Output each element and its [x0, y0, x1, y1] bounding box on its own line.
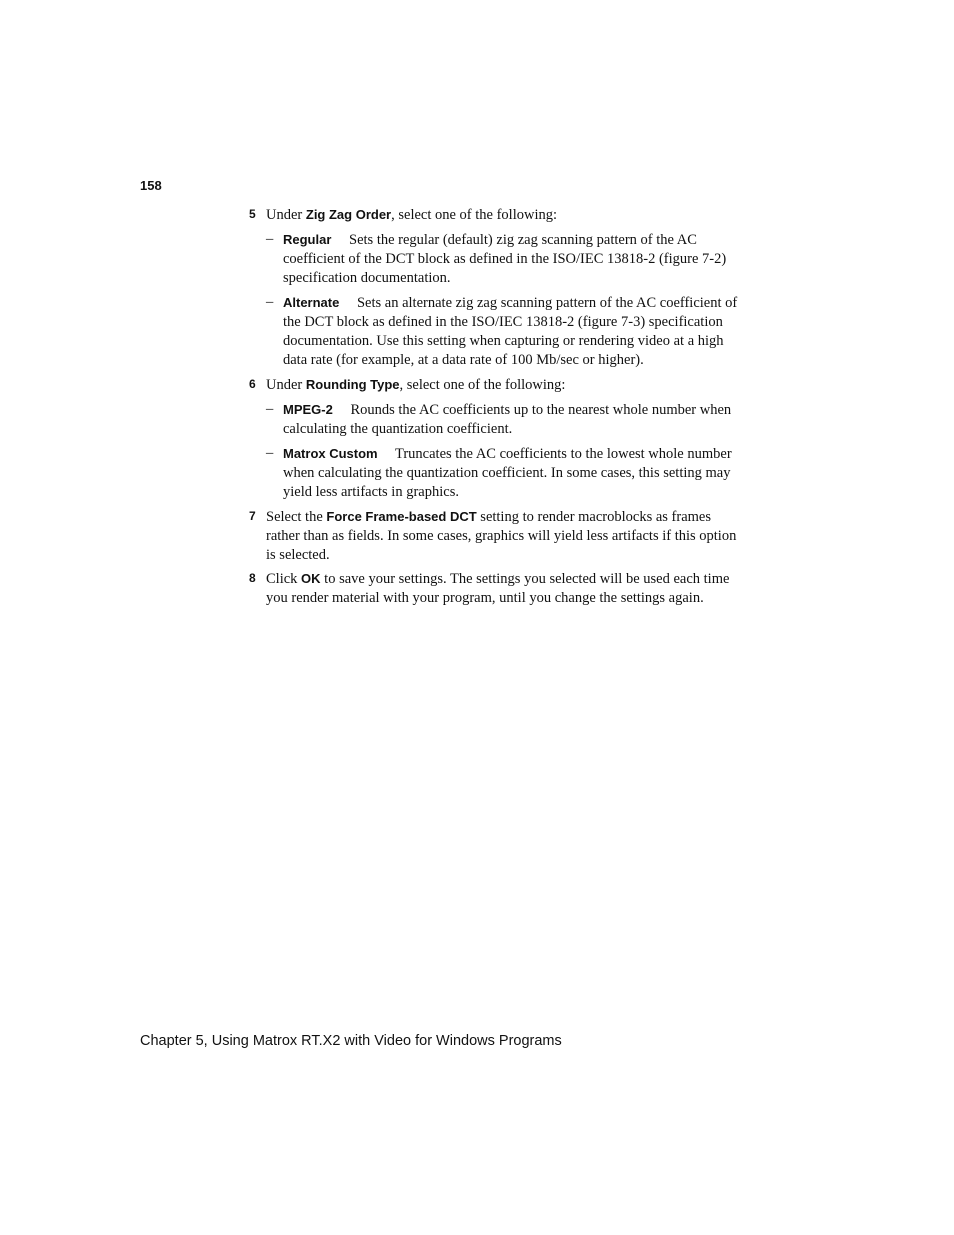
step-number: 7: [249, 509, 256, 523]
setting-name: Force Frame-based DCT: [326, 509, 477, 524]
step-text-post: setting to render macroblocks as frames rather than as fields. In some cases, graphics will yield less artifacts if this option is selected.: [266, 509, 737, 563]
step-5: [249, 205, 745, 370]
step-number: 8: [249, 571, 256, 585]
dash-bullet: –: [266, 445, 274, 461]
dash-bullet: –: [266, 294, 274, 310]
option-description: Sets the regular (default) zig zag scanning pattern of the AC coefficient of the DCT block as defined in the ISO/IEC 13818-2 (figure 7-2) specification documentation.: [283, 232, 727, 286]
step-text-post: to save your settings. The settings you selected will be used each time you render material with your program, until you change the settings again.: [266, 571, 730, 606]
option-description: Rounds the AC coefficients up to the nearest whole number when calculating the quantization coefficient.: [283, 402, 732, 437]
instruction-list: [249, 205, 745, 612]
option-regular: [266, 230, 745, 288]
dash-bullet: –: [266, 401, 274, 417]
setting-name: Rounding Type: [305, 377, 400, 392]
step-text-pre: Under: [266, 377, 306, 393]
step-text-pre: Under: [266, 207, 306, 223]
page-number: 158: [140, 178, 162, 193]
step-number: 5: [249, 207, 256, 221]
setting-name: Zig Zag Order: [305, 207, 392, 222]
step-8: [249, 569, 745, 608]
step-text-pre: Select the: [266, 509, 327, 525]
dash-bullet: –: [266, 231, 274, 247]
step-text-pre: Click: [266, 571, 302, 587]
option-mpeg2: [266, 400, 745, 439]
option-description: Sets an alternate zig zag scanning pattern of the AC coefficient of the DCT block as defined in the ISO/IEC 13818-2 (figure 7-3) specification documentation. Use this setting when capturing or rendering video at a high data rate (for example, at a data rate of 100 Mb/sec or higher).: [283, 295, 738, 368]
step-text-post: , select one of the following:: [399, 377, 566, 393]
button-name: OK: [301, 571, 321, 586]
option-list: [266, 400, 745, 502]
chapter-footer: Chapter 5, Using Matrox RT.X2 with Video for Windows Programs: [140, 1033, 562, 1049]
option-matrox-custom: [266, 444, 745, 502]
step-6: [249, 375, 745, 502]
option-term: Regular: [283, 232, 332, 247]
option-description: Truncates the AC coefficients to the lowest whole number when calculating the quantization coefficient. In some cases, this setting may yield less artifacts in graphics.: [283, 446, 732, 500]
option-alternate: [266, 293, 745, 370]
step-number: 6: [249, 377, 256, 391]
option-list: [266, 230, 745, 370]
option-term: Matrox Custom: [283, 446, 378, 461]
option-term: Alternate: [283, 295, 340, 310]
step-text-post: , select one of the following:: [391, 207, 558, 223]
step-7: [249, 507, 745, 565]
option-term: MPEG-2: [283, 402, 333, 417]
